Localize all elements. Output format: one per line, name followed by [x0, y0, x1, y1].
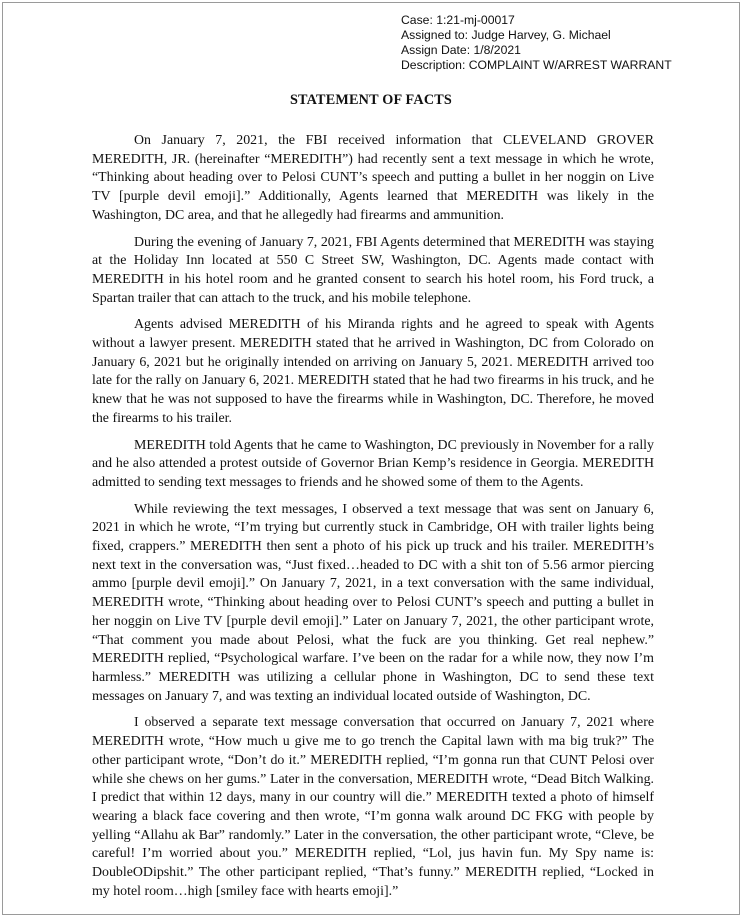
- paragraph: Agents advised MEREDITH of his Miranda rights and he agreed to speak with Agents without a lawyer present. MEREDITH stated that he arrived in Washington, DC from Colorado on January 6, 2021 but he originally intended on arriving on January 5, 2021. MEREDITH arrived too late for the rally on January 6, 2021. MEREDITH stated that he had two firearms in his truck, and he knew that he was not supposed to have the firearms while in Washington, DC. Therefore, he moved the firearms to his trailer.: [92, 317, 654, 426]
- assigned-judge: Assigned to: Judge Harvey, G. Michael: [401, 28, 611, 42]
- document-title: STATEMENT OF FACTS: [289, 92, 453, 108]
- case-number: Case: 1:21-mj-00017: [401, 13, 515, 27]
- assign-date: Assign Date: 1/8/2021: [401, 43, 521, 57]
- paragraph: MEREDITH told Agents that he came to Washington, DC previously in November for a rally and he also attended a protest outside of Governor Brian Kemp’s residence in Georgia. MEREDITH admitted to sending text messages to friends and he showed some of them to the Agents.: [92, 437, 654, 490]
- case-header: [401, 13, 672, 73]
- paragraph: While reviewing the text messages, I observed a text message that was sent on January 6, 2021 in which he wrote, “I’m trying but currently stuck in Cambridge, OH with trailer lights being fixed, crappers.” MEREDITH then sent a photo of his pick up truck and his trailer. MEREDITH’s next text in the conversation was, “Just fixed…headed to DC with a shit ton of 5.56 armor piercing ammo [purple devil emoji].” On January 7, 2021, in a text conversation with the same individual, MEREDITH wrote, “Thinking about heading over to Pelosi CUNT’s speech and putting a bullet in her noggin on Live TV [purple devil emoji].” Later on January 7, 2021, the other participant wrote, “That comment you made about Pelosi, what the fuck are you thinking. Get real nephew.” MEREDITH replied, “Psychological warfare. I’ve been on the radar for a while now, they now I’m harmless.” MEREDITH was utilizing a cellular phone in Washington, DC to send these text messages on January 7, and was texting an individual located outside of Washington, DC.: [92, 501, 654, 704]
- document-page: [2, 2, 740, 915]
- paragraph: During the evening of January 7, 2021, FBI Agents determined that MEREDITH was staying at the Holiday Inn located at 550 C Street SW, Washington, DC. Agents made contact with MEREDITH in his hotel room and he granted consent to search his hotel room, his Ford truck, a Spartan trailer that can attach to the truck, and his mobile telephone.: [92, 234, 654, 306]
- document-body: [92, 132, 654, 909]
- paragraph: I observed a separate text message conversation that occurred on January 7, 2021 where MEREDITH wrote, “How much u give me to go trench the Capital lawn with ma big truk?” The other participant wrote, “Don’t do it.” MEREDITH replied, “I’m gonna run that CUNT Pelosi over while she chews on her gums.” Later in the conversation, MEREDITH wrote, “Dead Bitch Walking. I predict that within 12 days, many in our country will die.” MEREDITH texted a photo of himself wearing a black face covering and then wrote, “I’m gonna walk around DC FKG with people by yelling “Allahu ak Bar” randomly.” Later in the conversation, the other participant wrote, “Cleve, be careful! I’m worried about you.” MEREDITH replied, “Lol, jus havin fun. My Spy name is: DoubleODipshit.” The other participant replied, “That’s funny.” MEREDITH replied, “Locked in my hotel room…high [smiley face with hearts emoji].”: [92, 715, 654, 899]
- case-description: Description: COMPLAINT W/ARREST WARRANT: [401, 58, 672, 72]
- paragraph: On January 7, 2021, the FBI received information that CLEVELAND GROVER MEREDITH, JR. (hereinafter “MEREDITH”) had recently sent a text message in which he wrote, “Thinking about heading over to Pelosi CUNT’s speech and putting a bullet in her noggin on Live TV [purple devil emoji].” Additionally, Agents learned that MEREDITH was likely in the Washington, DC area, and that he allegedly had firearms and ammunition.: [92, 133, 654, 223]
